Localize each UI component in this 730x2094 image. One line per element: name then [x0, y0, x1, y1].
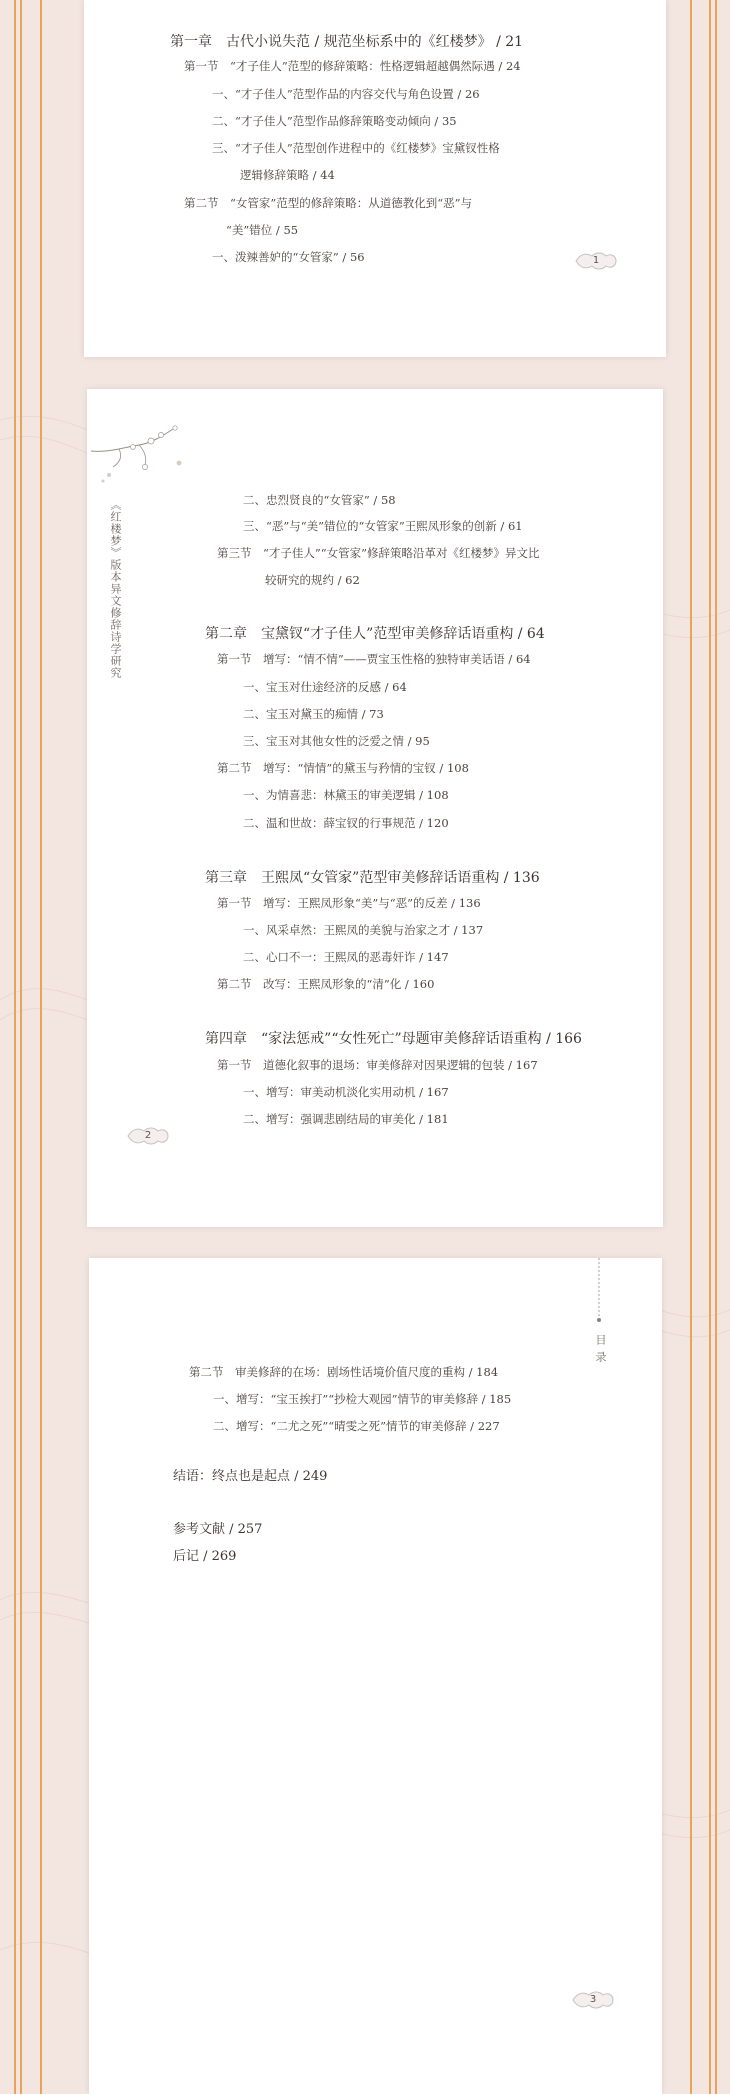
toc-item: 二、心口不一：王熙凤的恶毒奸诈 / 147 — [243, 950, 449, 964]
toc-item: 一、为情喜悲：林黛玉的审美逻辑 / 108 — [243, 788, 449, 802]
book-title-vertical: 《红楼梦》版本异文修辞诗学研究 — [109, 499, 122, 679]
postscript-entry: 后记 / 269 — [173, 1549, 237, 1564]
section-heading-continued: 较研究的规约 / 62 — [265, 573, 360, 587]
dotted-marker-icon — [594, 1258, 604, 1324]
plum-blossom-branch-icon — [89, 423, 189, 503]
border-line — [709, 0, 711, 2094]
references-entry: 参考文献 / 257 — [173, 1522, 263, 1537]
page-number-text: 2 — [144, 1130, 152, 1141]
chapter-heading: 第二章 宝黛钗“才子佳人”范型审美修辞话语重构 / 64 — [205, 626, 545, 642]
toc-page-2 — [87, 389, 663, 1227]
section-heading: 第一节 “才子佳人”范型的修辞策略：性格逻辑超越偶然际遇 / 24 — [184, 59, 521, 73]
border-line — [690, 0, 692, 2094]
section-heading: 第二节 “女管家”范型的修辞策略：从道德教化到“恶”与 — [184, 196, 473, 210]
toc-item: 二、增写：“二尤之死”“晴雯之死”情节的审美修辞 / 227 — [213, 1419, 500, 1433]
section-heading: 第二节 改写：王熙凤形象的“清”化 / 160 — [217, 977, 435, 991]
section-heading: 第三节 “才子佳人”“女管家”修辞策略沿革对《红楼梦》异文比 — [217, 546, 540, 560]
page-number — [570, 1989, 616, 2011]
page-number-text: 3 — [589, 1994, 597, 2005]
toc-item: 三、宝玉对其他女性的泛爱之情 / 95 — [243, 734, 430, 748]
section-heading: 第一节 增写：“情不情”——贾宝玉性格的独特审美话语 / 64 — [217, 652, 531, 666]
toc-item: 一、宝玉对仕途经济的反感 / 64 — [243, 680, 407, 694]
toc-item: 二、增写：强调悲剧结局的审美化 / 181 — [243, 1112, 449, 1126]
section-heading: 第二节 增写：“情情”的黛玉与矜情的宝钗 / 108 — [217, 761, 469, 775]
toc-page-1 — [84, 0, 666, 357]
border-line — [20, 0, 22, 2094]
catalog-label: 目录 — [594, 1334, 607, 1368]
border-line — [14, 0, 16, 2094]
toc-item: 一、“才子佳人”范型作品的内容交代与角色设置 / 26 — [212, 87, 480, 101]
chapter-heading: 第三章 王熙凤“女管家”范型审美修辞话语重构 / 136 — [205, 870, 540, 886]
toc-item: 二、宝玉对黛玉的痴情 / 73 — [243, 707, 384, 721]
toc-page-3 — [89, 1258, 662, 2094]
toc-item: 一、泼辣善妒的“女管家” / 56 — [212, 250, 365, 264]
toc-item: 三、“恶”与“美”错位的“女管家”王熙凤形象的创新 / 61 — [243, 519, 523, 533]
section-heading: 第一节 增写：王熙凤形象“美”与“恶”的反差 / 136 — [217, 896, 481, 910]
toc-item: 二、温和世故：薛宝钗的行事规范 / 120 — [243, 816, 449, 830]
page-number — [125, 1125, 171, 1147]
page-number-text: 1 — [592, 255, 600, 266]
toc-item: 二、忠烈贤良的“女管家” / 58 — [243, 493, 396, 507]
toc-item-continued: 逻辑修辞策略 / 44 — [240, 168, 335, 182]
section-heading-continued: “美”错位 / 55 — [226, 223, 299, 237]
page-number — [573, 250, 619, 272]
toc-item: 二、“才子佳人”范型作品修辞策略变动倾向 / 35 — [212, 114, 457, 128]
toc-item: 一、增写：审美动机淡化实用动机 / 167 — [243, 1085, 449, 1099]
toc-item: 三、“才子佳人”范型创作进程中的《红楼梦》宝黛钗性格 — [212, 141, 500, 155]
toc-item: 一、风采卓然：王熙凤的美貌与治家之才 / 137 — [243, 923, 484, 937]
section-heading: 第二节 审美修辞的在场：剧场性话境价值尺度的重构 / 184 — [189, 1365, 499, 1379]
border-line — [715, 0, 717, 2094]
section-heading: 第一节 道德化叙事的退场：审美修辞对因果逻辑的包装 / 167 — [217, 1058, 538, 1072]
border-line — [40, 0, 42, 2094]
chapter-heading: 第四章 “家法惩戒”“女性死亡”母题审美修辞话语重构 / 166 — [205, 1031, 582, 1047]
toc-item: 一、增写：“宝玉挨打”“抄检大观园”情节的审美修辞 / 185 — [213, 1392, 512, 1406]
chapter-heading: 第一章 古代小说失范 / 规范坐标系中的《红楼梦》 / 21 — [170, 34, 524, 50]
conclusion-entry: 结语：终点也是起点 / 249 — [173, 1469, 328, 1484]
